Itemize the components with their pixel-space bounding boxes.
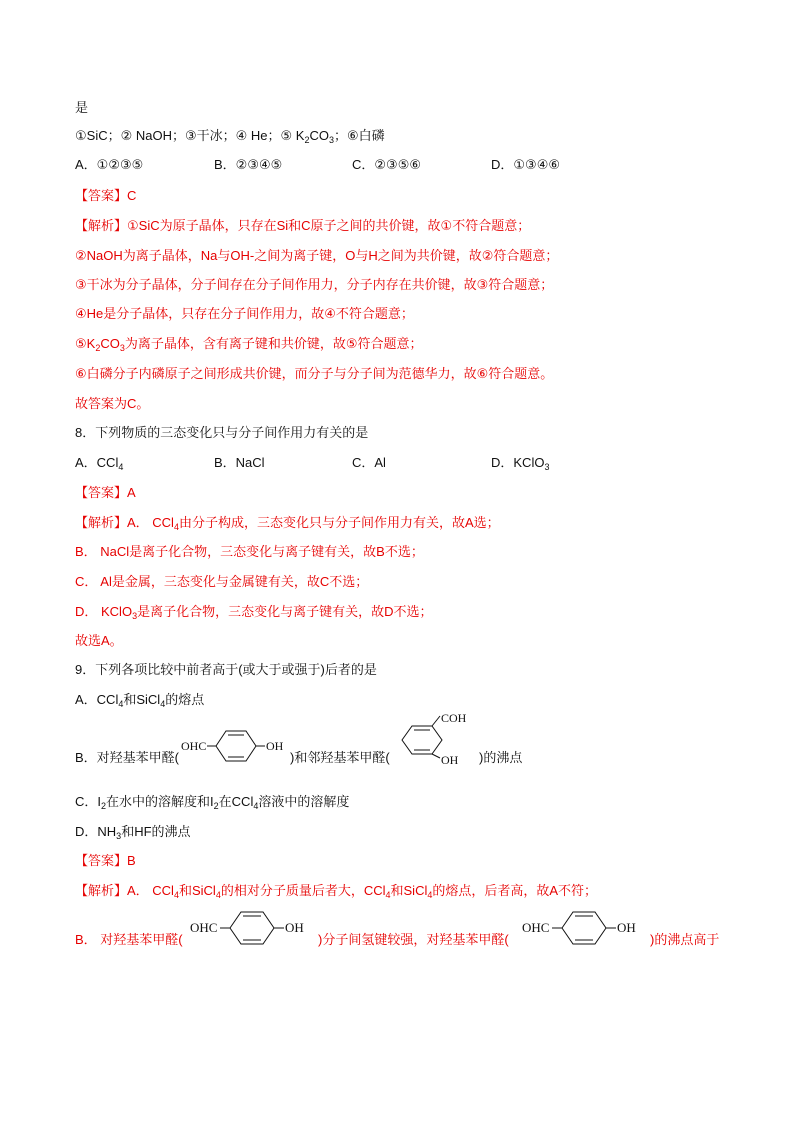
para-hydroxybenzaldehyde-structure-3 xyxy=(522,908,650,948)
para-hydroxybenzaldehyde-structure xyxy=(181,727,291,765)
prev-option-a: A．①②③⑤ xyxy=(75,157,144,172)
q8-option-a: A．CCl$_4$ xyxy=(75,455,124,472)
svg-text:OHC: OHC xyxy=(181,739,207,753)
q9-option-a: A．CCl$_4$和SiCl$_4$的熔点 xyxy=(75,692,205,709)
q8-analysis-b: B． NaCl是离子化合物，三态变化与离子键有关，故B不选； xyxy=(75,544,424,559)
prev-analysis-6: ⑥白磷分子内磷原子之间形成共价键，而分子与分子间为范德华力，故⑥符合题意。 xyxy=(75,366,554,381)
q9-option-b-post: )的沸点 xyxy=(479,750,523,765)
prev-analysis-5: $⑤K_2CO_3$为离子晶体，含有离子键和共价键，故⑤符合题意； xyxy=(75,336,423,353)
prev-analysis-2: ②NaOH为离子晶体，Na与OH-之间为离子键，O与H之间为共价键，故②符合题意； xyxy=(75,248,559,263)
q9-option-b-pre: B．对羟基苯甲醛( xyxy=(75,750,180,765)
svg-text:COH: COH xyxy=(441,711,467,725)
q8-stem: 8．下列物质的三态变化只与分子间作用力有关的是 xyxy=(75,425,369,440)
prev-analysis-1: 【解析】①SiC为原子晶体，只存在Si和C原子之间的共价键，故①不符合题意； xyxy=(75,218,531,233)
q9-analysis-a: 【解析】A． CCl$_4$和SiCl$_4$的相对分子质量后者大，CCl$_4$和SiCl$_4$的熔点，后者高，故A不符； xyxy=(75,883,598,900)
prev-answer: 【答案】C xyxy=(75,188,137,203)
prev-items-line: ①SiC；② NaOH；③干冰；④ He；⑤ $K_2CO_3$；⑥白磷 xyxy=(75,128,385,145)
prev-analysis-3: ③干冰为分子晶体，分子间存在分子间作用力，分子内存在共价键，故③符合题意； xyxy=(75,277,554,292)
prev-question-tail: 是 xyxy=(75,100,89,115)
q9-analysis-b-mid: )分子间氢键较强，对羟基苯甲醛( xyxy=(318,932,509,947)
q9-option-d: D．$NH_3$和HF的沸点 xyxy=(75,824,191,841)
q9-option-c: C．$I_2$在水中的溶解度和$I_2$在CCl$_4$溶液中的溶解度 xyxy=(75,794,350,811)
svg-text:OHC: OHC xyxy=(190,920,218,935)
svg-text:OH: OH xyxy=(441,753,459,767)
q9-answer: 【答案】B xyxy=(75,853,136,868)
prev-option-c: C．②③⑤⑥ xyxy=(352,157,422,172)
q9-stem: 9．下列各项比较中前者高于(或大于或强于)后者的是 xyxy=(75,662,377,677)
prev-conclusion: 故答案为C。 xyxy=(75,396,150,411)
svg-text:OH: OH xyxy=(266,739,284,753)
prev-option-b: B．②③④⑤ xyxy=(214,157,283,172)
q8-conclusion: 故选A。 xyxy=(75,633,123,648)
q8-option-c: C．Al xyxy=(352,455,386,470)
prev-analysis-4: ④He是分子晶体，只存在分子间作用力，故④不符合题意； xyxy=(75,306,414,321)
q9-analysis-b-pre: B． 对羟基苯甲醛( xyxy=(75,932,183,947)
svg-text:OH: OH xyxy=(617,920,636,935)
para-hydroxybenzaldehyde-structure-2 xyxy=(190,908,318,948)
q8-analysis-a: 【解析】A． CCl$_4$由分子构成，三态变化只与分子间作用力有关，故A选； xyxy=(75,515,500,532)
q8-option-b: B．NaCl xyxy=(214,455,265,470)
q8-analysis-c: C． Al是金属，三态变化与金属键有关，故C不选； xyxy=(75,574,369,589)
svg-text:OHC: OHC xyxy=(522,920,550,935)
q8-analysis-d: D． KClO$_3$是离子化合物，三态变化与离子键有关，故D不选； xyxy=(75,604,433,621)
prev-option-d: D．①③④⑥ xyxy=(491,157,561,172)
q8-answer: 【答案】A xyxy=(75,485,136,500)
svg-text:OH: OH xyxy=(285,920,304,935)
q9-analysis-b-post: )的沸点高于 xyxy=(650,932,720,947)
q8-option-d: D．KClO$_3$ xyxy=(491,455,550,472)
ortho-hydroxybenzaldehyde-structure xyxy=(392,710,484,768)
q9-option-b-mid: )和邻羟基苯甲醛( xyxy=(290,750,390,765)
